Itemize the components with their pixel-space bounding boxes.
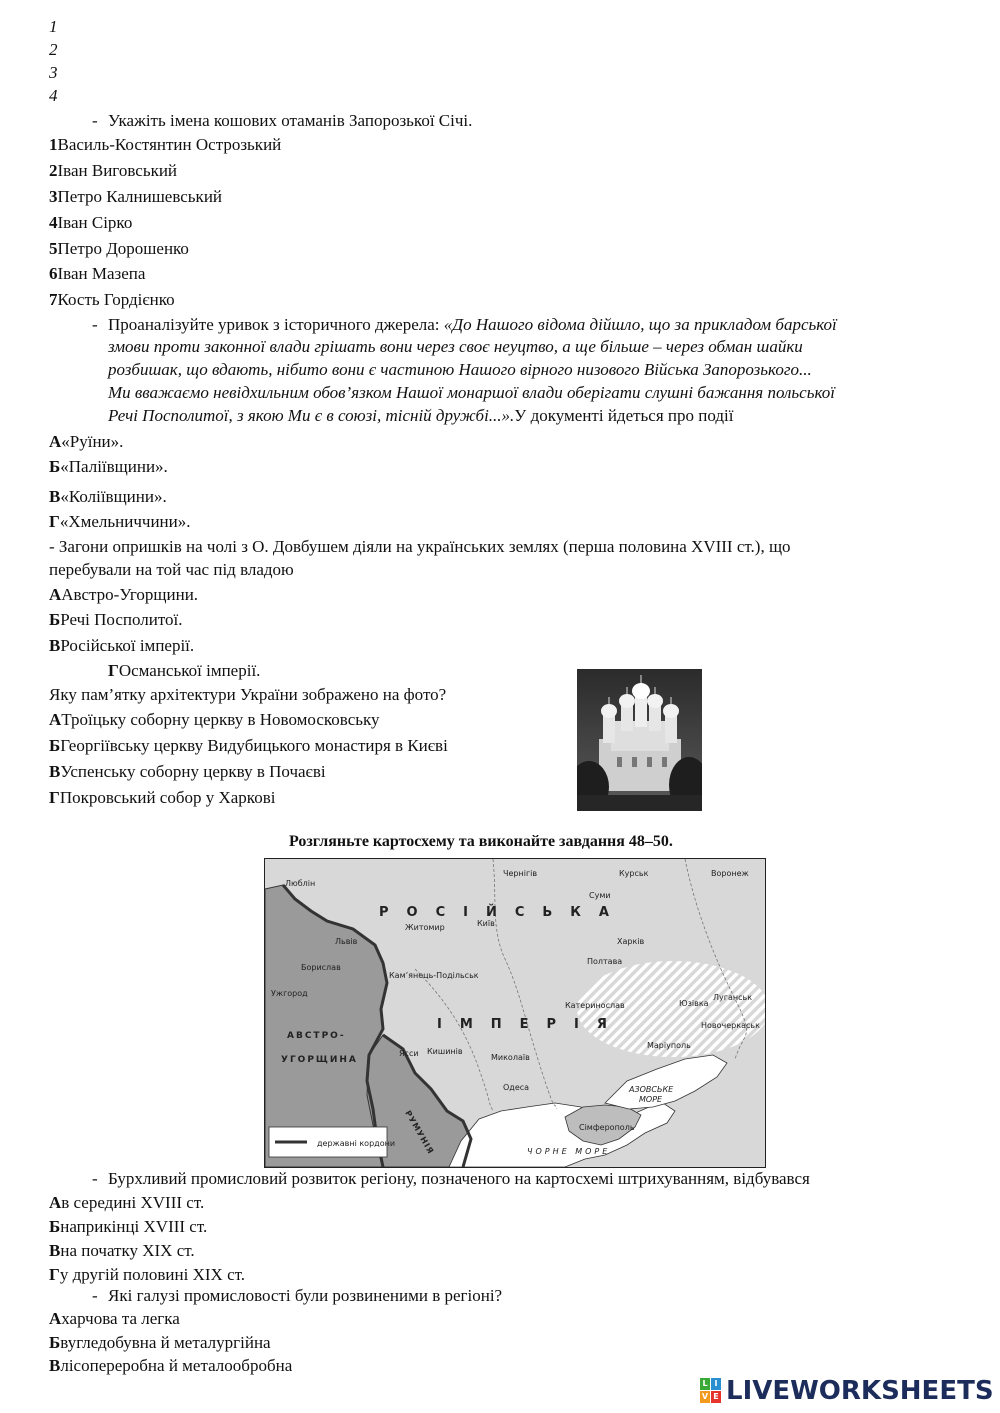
option-key: 1 [49, 135, 58, 154]
question-2-line-1 [108, 316, 837, 333]
option-text: Петро Калнишевський [57, 187, 223, 206]
option-key: 2 [49, 161, 58, 180]
option-text: «Руїни». [61, 432, 124, 451]
historical-map [264, 858, 766, 1168]
option-text: на початку XIX ст. [60, 1241, 195, 1260]
option-text: Покровський собор у Харкові [59, 788, 276, 807]
option-row[interactable] [49, 1194, 204, 1211]
option-text: у другій половині XIX ст. [59, 1265, 246, 1284]
map-city: Житомир [405, 923, 445, 932]
map-city: Чернігів [503, 869, 538, 878]
option-text: Іван Мазепа [57, 264, 146, 283]
option-key: А [49, 432, 62, 451]
source-quote-line: «До Нашого відома дійшло, що за прикладом барської [443, 315, 837, 334]
bullet-dash: - [92, 111, 98, 130]
question-4: Яку пам’ятку архітектури України зображено на фото? [49, 685, 447, 704]
option-key: Б [49, 457, 61, 476]
map-city: Новочеркаськ [701, 1021, 760, 1030]
option-row[interactable] [49, 789, 275, 806]
option-row[interactable] [49, 188, 222, 205]
map-city: Київ [477, 919, 495, 928]
cathedral-photo [577, 669, 702, 811]
bullet-dash: - [92, 1169, 98, 1188]
option-text: вугледобувна й металургійна [60, 1333, 271, 1352]
option-row[interactable] [49, 1334, 271, 1351]
map-city: Харків [617, 937, 645, 946]
option-text: Петро Дорошенко [57, 239, 189, 258]
bullet-dash: - [92, 1286, 98, 1305]
logo-block: I [711, 1378, 721, 1390]
option-key: А [49, 585, 62, 604]
option-text: Російської імперії. [60, 636, 195, 655]
option-row[interactable] [49, 458, 168, 475]
option-row[interactable] [49, 637, 194, 654]
option-text: Успенську соборну церкву в Почаєві [60, 762, 326, 781]
map-label-sea: МОРЕ [639, 1095, 663, 1104]
map-city: Юзівка [679, 999, 709, 1008]
option-key: В [49, 487, 61, 506]
option-key: 4 [49, 213, 58, 232]
map-city: Борислав [301, 963, 341, 972]
option-text: «Хмельниччини». [59, 512, 191, 531]
map-city: Кишинів [427, 1047, 463, 1056]
option-key: В [49, 1241, 61, 1260]
option-row[interactable] [108, 662, 260, 679]
question-5: Бурхливий промисловий розвиток регіону, позначеного на картосхемі штрихуванням, відбувався [108, 1169, 810, 1188]
option-row[interactable] [49, 586, 198, 603]
map-label-sea: ЧОРНЕ МОРЕ [527, 1147, 611, 1156]
option-text: Речі Посполитої. [60, 610, 183, 629]
logo-block: L [700, 1378, 710, 1390]
option-text: Троїцьку соборну церкву в Новомосковську [61, 710, 380, 729]
map-city: Ясси [399, 1049, 419, 1058]
option-key: Б [49, 1217, 61, 1236]
option-key: А [49, 710, 62, 729]
map-label-country: РОСІЙСЬКА [379, 905, 627, 920]
option-key: Б [49, 610, 61, 629]
option-key: В [49, 1356, 61, 1375]
map-city: Маріуполь [647, 1041, 691, 1050]
map-city: Луганськ [713, 993, 753, 1002]
map-city: Курськ [619, 869, 649, 878]
option-text: в середині XVIII ст. [61, 1193, 205, 1212]
option-text: Георгіївську церкву Видубицького монастиря в Києві [60, 736, 448, 755]
option-text: Іван Сірко [57, 213, 133, 232]
source-quote-line: Речі Посполитої, з якою Ми є в союзі, тісній дружбі...». [108, 406, 515, 425]
option-text: Османської імперії. [118, 661, 261, 680]
option-key: Б [49, 736, 61, 755]
option-row[interactable] [49, 433, 123, 450]
option-text: харчова та легка [61, 1309, 180, 1328]
cathedral-illustration [577, 669, 702, 811]
option-key: Б [49, 1333, 61, 1352]
logo-mark-icon [700, 1378, 722, 1404]
map-label-country: ІМПЕРІЯ [437, 1017, 625, 1032]
list-number: 2 [49, 40, 58, 59]
question-3-line-2: перебували на той час під владою [49, 560, 294, 579]
option-text: Австро-Угорщини. [61, 585, 199, 604]
option-key: 6 [49, 264, 58, 283]
list-number: 3 [49, 63, 58, 82]
option-key: Г [49, 788, 60, 807]
option-key: В [49, 636, 61, 655]
option-row[interactable] [49, 162, 177, 179]
list-number: 1 [49, 17, 58, 36]
option-row[interactable] [49, 711, 380, 728]
option-row[interactable] [49, 737, 448, 754]
map-city: Кам’янець-Подільськ [389, 971, 479, 980]
option-row[interactable] [49, 1242, 195, 1259]
option-key: В [49, 762, 61, 781]
option-row[interactable] [49, 488, 167, 505]
source-quote-line: Ми вважаємо невідхильним обов’язком Нашої монаршої влади оберігати слушні бажання польської [108, 383, 835, 402]
option-key: А [49, 1309, 62, 1328]
option-text: «Коліївщини». [60, 487, 167, 506]
question-2-tail: У документі йдеться про події [514, 406, 734, 425]
map-city: Люблін [285, 879, 316, 888]
map-label-country: УГОРЩИНА [281, 1055, 358, 1065]
bullet-dash: - [92, 315, 98, 334]
map-city: Катеринослав [565, 1001, 625, 1010]
option-row[interactable] [49, 265, 145, 282]
liveworksheets-logo[interactable] [700, 1374, 992, 1408]
option-key: Г [108, 661, 119, 680]
option-row[interactable] [49, 240, 189, 257]
question-3-line-1: - Загони опришків на чолі з О. Довбушем діяли на українських землях (перша половина XVIII ст.), що [49, 537, 791, 556]
option-key: А [49, 1193, 62, 1212]
option-text: лісопереробна й металообробна [60, 1356, 293, 1375]
option-text: наприкінці XVIII ст. [60, 1217, 208, 1236]
map-legend-label: державні кордони [317, 1139, 396, 1148]
map-city: Воронеж [711, 869, 749, 878]
option-row[interactable] [49, 1266, 245, 1283]
logo-text: LIVEWORKSHEETS [726, 1376, 994, 1406]
map-city: Суми [589, 891, 611, 900]
option-row[interactable] [49, 1357, 292, 1374]
option-key: 3 [49, 187, 58, 206]
question-2-line-5 [108, 407, 733, 424]
option-row[interactable] [49, 1218, 207, 1235]
logo-block: V [701, 1392, 709, 1401]
option-text: «Паліївщини». [60, 457, 168, 476]
source-quote-line: розбишак, що вдають, нібито вони є частиною Нашого вірного низового Війська Запорозького... [108, 360, 812, 379]
map-city: Ужгород [271, 989, 308, 998]
list-number: 4 [49, 86, 58, 105]
map-label-country: РУМУНІЯ [403, 1109, 436, 1156]
question-1: Укажіть імена кошових отаманів Запорозької Січі. [108, 111, 473, 130]
question-2-intro: Проаналізуйте уривок з історичного джерела: [108, 315, 444, 334]
source-quote-line: змови проти законної влади грішать вони через своє неуцтво, а ще більше – через обман шайки [108, 337, 803, 356]
option-row[interactable] [49, 1310, 180, 1327]
option-text: Кость Гордієнко [57, 290, 175, 309]
option-text: Іван Виговський [57, 161, 178, 180]
option-row[interactable] [49, 291, 175, 308]
map-label-sea: АЗОВСЬКЕ [629, 1085, 674, 1094]
option-row[interactable] [49, 214, 132, 231]
option-key: 7 [49, 290, 58, 309]
map-label-country: АВСТРО- [287, 1031, 346, 1041]
option-key: 5 [49, 239, 58, 258]
question-6: Які галузі промисловості були розвиненими в регіоні? [108, 1286, 503, 1305]
map-city: Львів [335, 937, 358, 946]
map-city: Полтава [587, 957, 623, 966]
logo-block: E [711, 1391, 721, 1403]
map-heading: Розгляньте картосхему та виконайте завдання 48–50. [289, 833, 673, 850]
option-row[interactable] [49, 611, 183, 628]
map-city: Одеса [503, 1083, 530, 1092]
option-key: Г [49, 512, 60, 531]
map-city: Миколаїв [491, 1053, 530, 1062]
option-text: Василь-Костянтин Острозький [57, 135, 282, 154]
map-city: Сімферополь [579, 1123, 635, 1132]
option-row[interactable] [49, 763, 326, 780]
option-row[interactable] [49, 513, 190, 530]
option-key: Г [49, 1265, 60, 1284]
option-row[interactable] [49, 136, 281, 153]
